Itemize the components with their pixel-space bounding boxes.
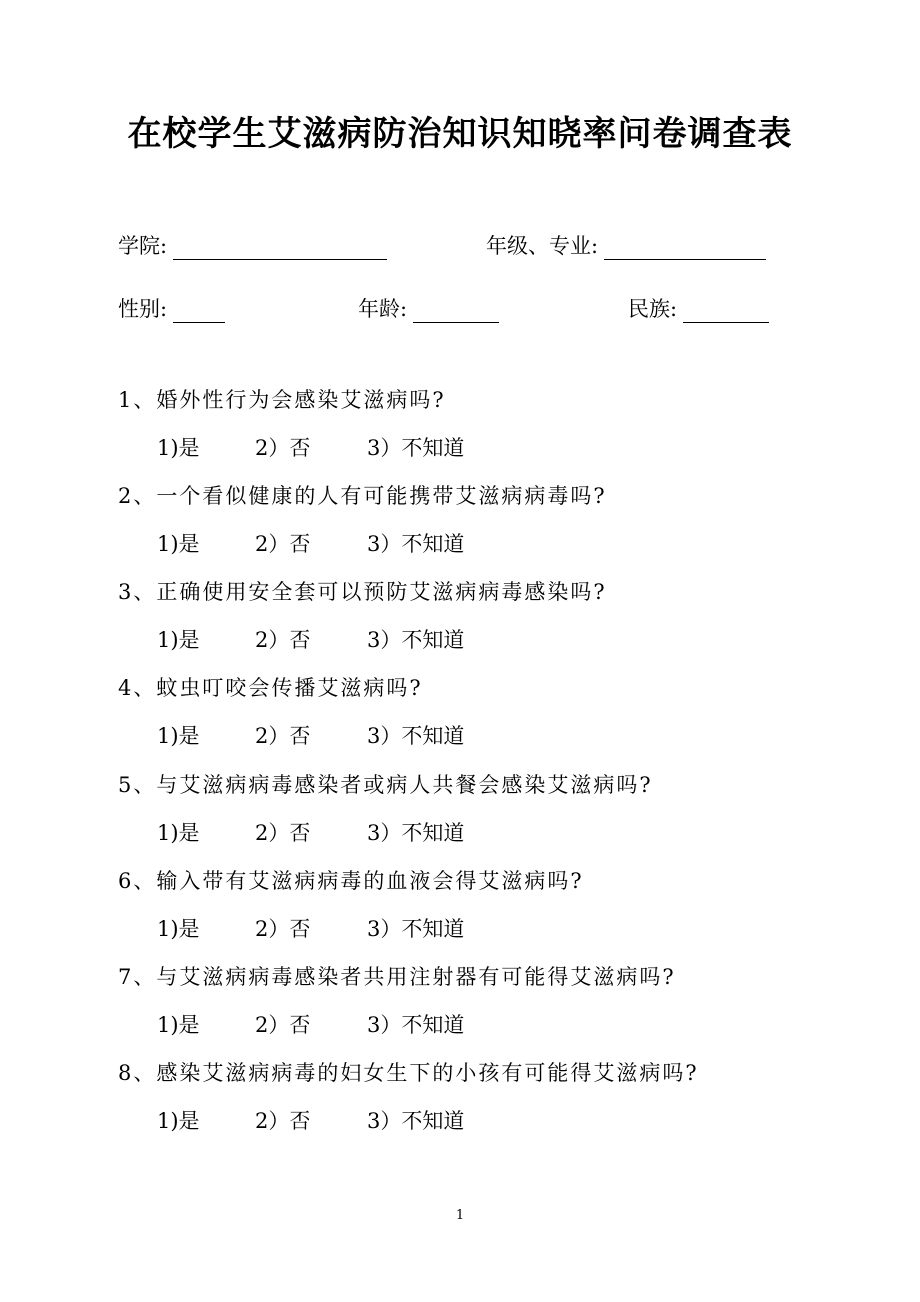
college-field: [118, 232, 387, 260]
college-blank[interactable]: [173, 237, 387, 260]
option-unknown[interactable]: 3）不知道: [367, 628, 465, 652]
question-3: 3、正确使用安全套可以预防艾滋病病毒感染吗?: [118, 580, 607, 604]
ethnicity-blank[interactable]: [683, 300, 769, 323]
option-no[interactable]: 2）否: [255, 436, 311, 460]
gender-field: [118, 295, 225, 323]
option-no[interactable]: 2）否: [255, 628, 311, 652]
question-5: 5、与艾滋病病毒感染者或病人共餐会感染艾滋病吗?: [118, 773, 653, 797]
option-no[interactable]: 2）否: [255, 821, 311, 845]
option-yes[interactable]: 1)是: [157, 436, 200, 460]
option-yes[interactable]: 1)是: [157, 1109, 200, 1133]
option-yes[interactable]: 1)是: [157, 821, 200, 845]
age-label: 年龄:: [358, 297, 408, 321]
question-8: 8、感染艾滋病病毒的妇女生下的小孩有可能得艾滋病吗?: [118, 1061, 699, 1085]
gender-blank[interactable]: [173, 300, 225, 323]
option-no[interactable]: 2）否: [255, 724, 311, 748]
option-unknown[interactable]: 3）不知道: [367, 532, 465, 556]
option-unknown[interactable]: 3）不知道: [367, 917, 465, 941]
page-title: 在校学生艾滋病防治知识知晓率问卷调查表: [127, 114, 793, 154]
option-yes[interactable]: 1)是: [157, 628, 200, 652]
question-4: 4、蚊虫叮咬会传播艾滋病吗?: [118, 676, 423, 700]
question-2: 2、一个看似健康的人有可能携带艾滋病病毒吗?: [118, 484, 607, 508]
option-yes[interactable]: 1)是: [157, 1013, 200, 1037]
option-yes[interactable]: 1)是: [157, 724, 200, 748]
option-no[interactable]: 2）否: [255, 1109, 311, 1133]
option-unknown[interactable]: 3）不知道: [367, 1013, 465, 1037]
question-6: 6、输入带有艾滋病病毒的血液会得艾滋病吗?: [118, 869, 584, 893]
college-label: 学院:: [118, 234, 168, 258]
grade-major-blank[interactable]: [604, 237, 766, 260]
question-1: 1、婚外性行为会感染艾滋病吗?: [118, 388, 446, 412]
option-yes[interactable]: 1)是: [157, 532, 200, 556]
option-no[interactable]: 2）否: [255, 917, 311, 941]
gender-label: 性别:: [118, 297, 168, 321]
grade-major-label: 年级、专业:: [486, 234, 599, 258]
ethnicity-field: [628, 295, 769, 323]
page-number: 1: [455, 1208, 465, 1223]
option-unknown[interactable]: 3）不知道: [367, 1109, 465, 1133]
option-yes[interactable]: 1)是: [157, 917, 200, 941]
option-unknown[interactable]: 3）不知道: [367, 724, 465, 748]
age-blank[interactable]: [413, 300, 499, 323]
option-no[interactable]: 2）否: [255, 532, 311, 556]
question-7: 7、与艾滋病病毒感染者共用注射器有可能得艾滋病吗?: [118, 965, 676, 989]
ethnicity-label: 民族:: [628, 297, 678, 321]
option-no[interactable]: 2）否: [255, 1013, 311, 1037]
option-unknown[interactable]: 3）不知道: [367, 821, 465, 845]
age-field: [358, 295, 499, 323]
option-unknown[interactable]: 3）不知道: [367, 436, 465, 460]
grade-major-field: [486, 232, 766, 260]
